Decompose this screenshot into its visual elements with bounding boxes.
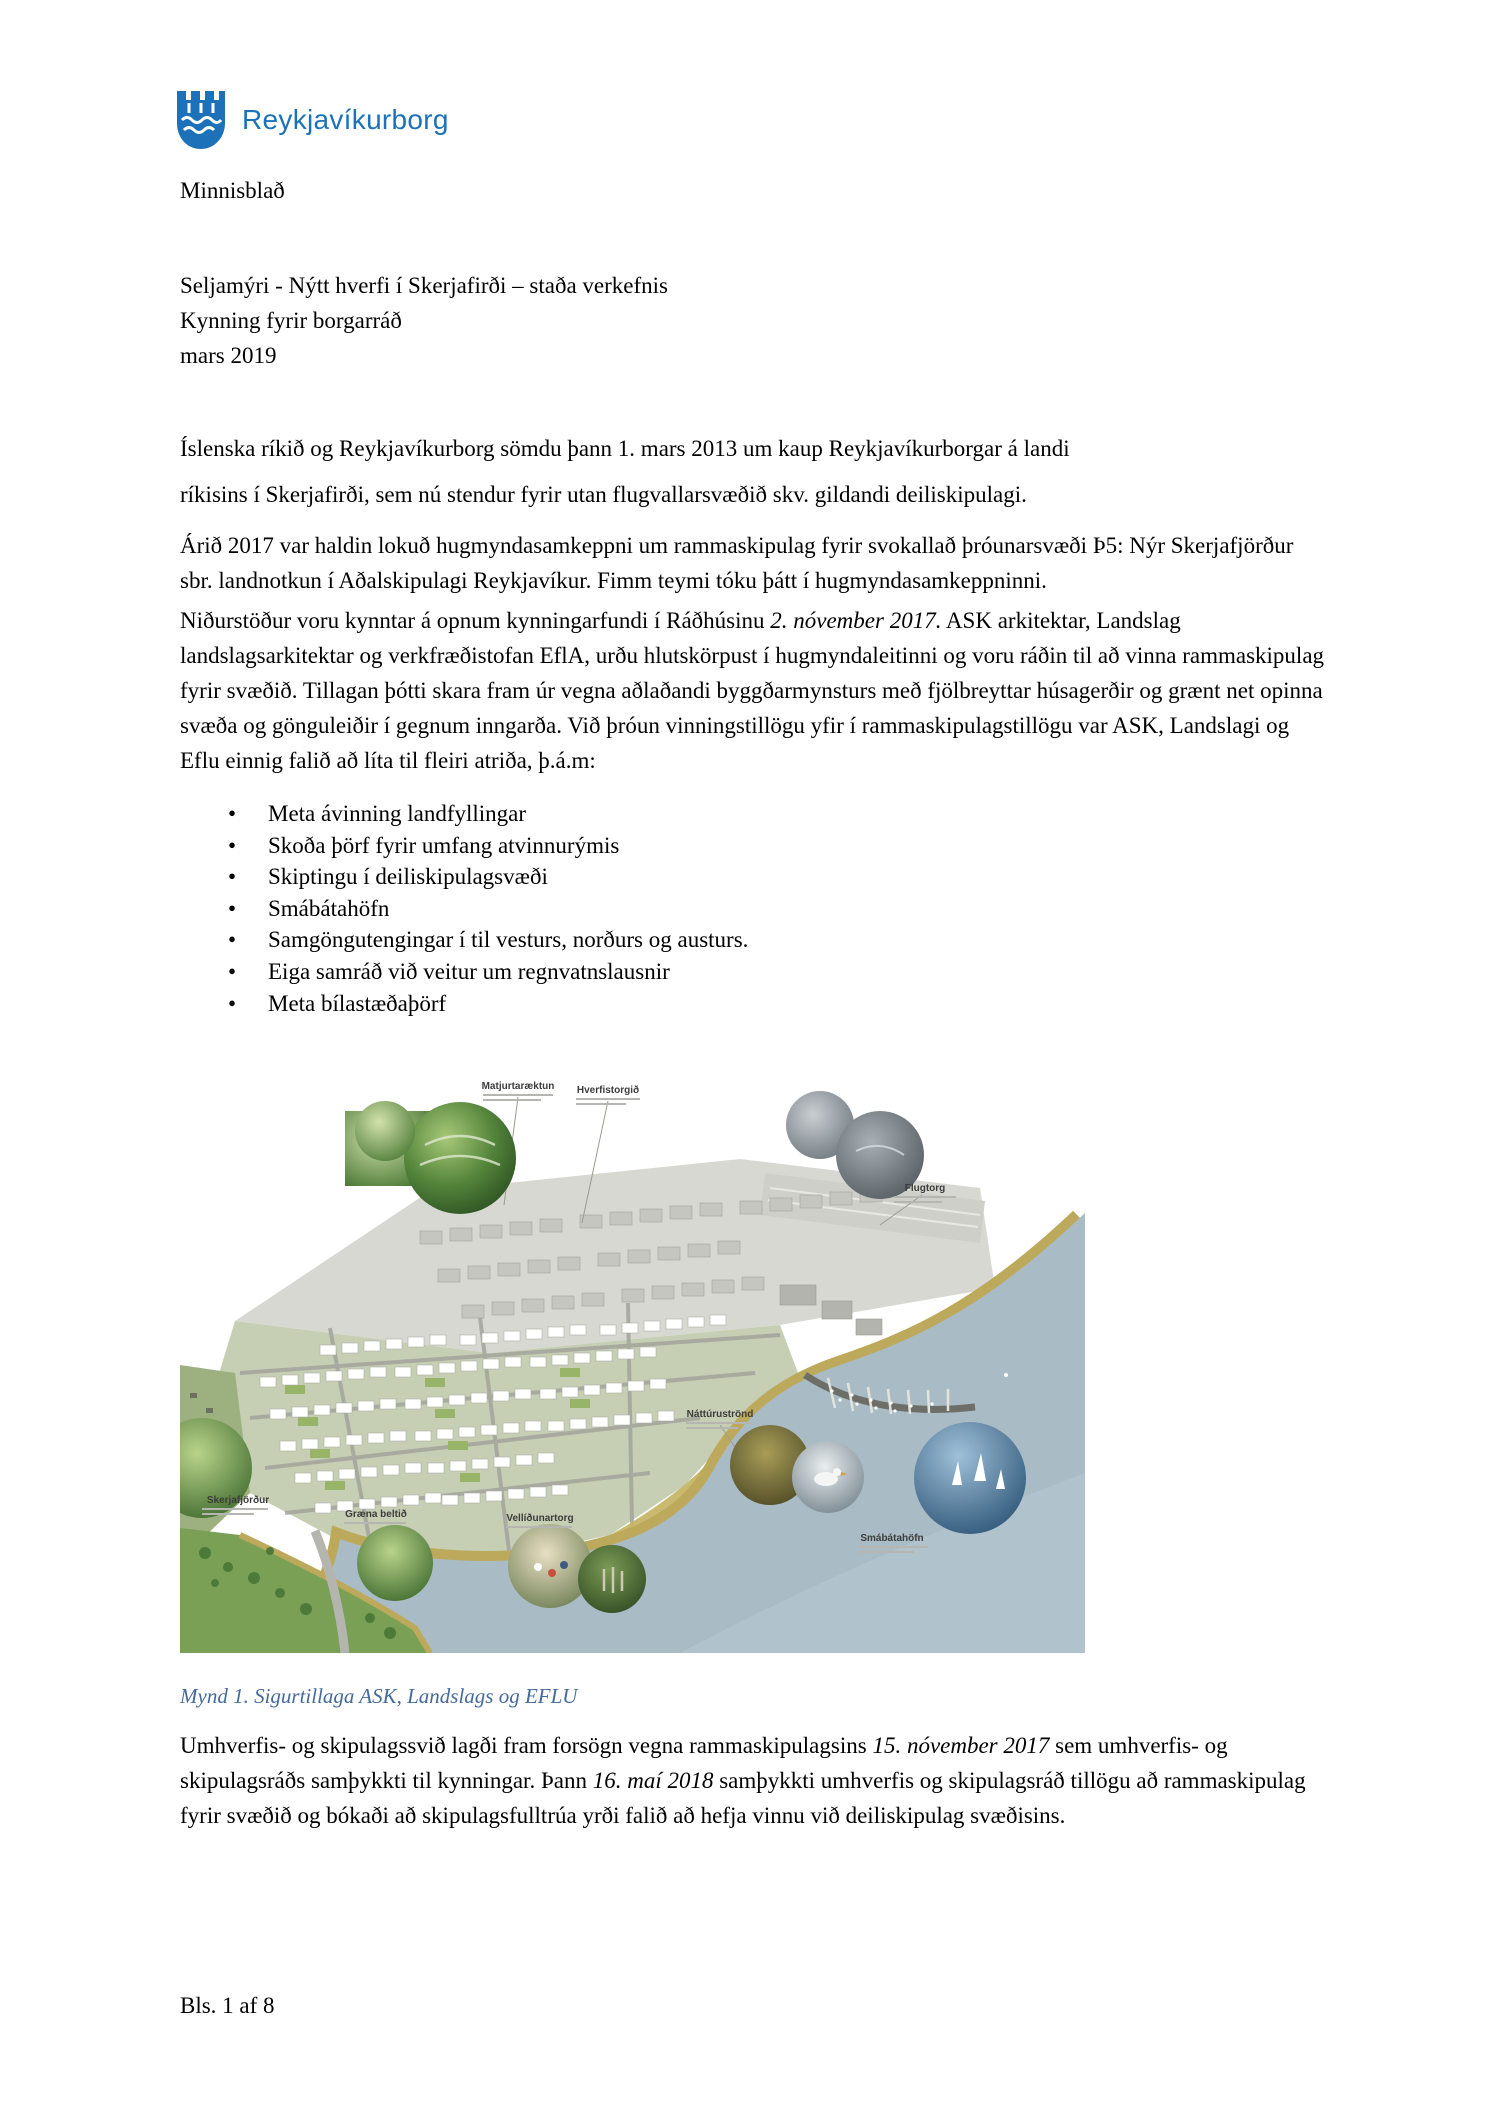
paragraph-4-date-1: 15. nóvember 2017 <box>872 1733 1050 1758</box>
figure-label-flugtorg: Flugtorg <box>904 1183 946 1194</box>
doc-title: Seljamýri - Nýtt hverfi í Skerjafirði – staða verkefnis <box>180 273 668 298</box>
paragraph-3-date: 2. nóvember 2017. <box>770 608 942 633</box>
garden-callout-photo <box>404 1102 516 1214</box>
sailboats-callout-photo <box>914 1422 1026 1534</box>
paragraph-4-text: Umhverfis- og skipulagssvið lagði fram forsögn vegna rammaskipulagsins <box>180 1733 873 1758</box>
figure-label-natturustrond: Náttúruströnd <box>686 1409 754 1420</box>
figure-label-vellidunartorg: Vellíðunartorg <box>506 1513 574 1524</box>
masterplan-aerial-illustration <box>180 1073 1085 1653</box>
garden-callout-photo-small <box>355 1101 415 1161</box>
figure-label-hverfistorgid: Hverfistorgið <box>576 1085 640 1096</box>
figure-label-skerjafjordur: Skerjafjörður <box>206 1495 270 1506</box>
paragraph-2: Árið 2017 var haldin lokuð hugmyndasamkeppni um rammaskipulag fyrir svokallað þróunarsvæði Þ5: Nýr Skerjafjörður sbr. landnotkun í Aðalskipulagi Reykjavíkur. Fimm teymi tóku þátt í hugmyndasamkeppninni. <box>180 533 1294 593</box>
logo <box>176 90 449 150</box>
paragraph-3-text-cont: ASK arkitektar, Landslag landslagsarkitektar og verkfræðistofan EflA, urðu hlutskörpust í hugmyndaleitinni og voru ráðin til að vinna rammaskipulag fyrir svæðið. Tillagan þótti skara fram úr vegna aðlaðandi byggðarmynsturs með fjölbreyttar húsagerðir og grænt net opinna svæða og gönguleiðir í gegnum inngarða. Við þróun vinningstillögu yfir í rammaskipulagstillögu var ASK, Landslagi og Eflu einnig falið að líta til fleiri atriða, þ.á.m: <box>180 608 1325 773</box>
paragraph-4-text-end: samþykkti umhverfis og skipulagsráð tillögu að rammaskipulag fyrir svæðið og bókaði að skipulagsfulltrúa yrði falið að hefja vinnu við deiliskipulag svæðisins. <box>180 1768 1306 1828</box>
intro-line-2: ríkisins í Skerjafirði, sem nú stendur fyrir utan flugvallarsvæðið skv. gildandi deiliskipulagi. <box>180 482 1027 507</box>
intro-line-1: Íslenska ríkið og Reykjavíkurborg sömdu þann 1. mars 2013 um kaup Reykjavíkurborgar á landi <box>180 436 1070 461</box>
title-block <box>180 268 668 373</box>
figure-label-matjurtaraektun: Matjurtaræktun <box>481 1081 555 1092</box>
paragraph-4-text-cont: sem umhverfis- og skipulagsráðs samþykkti til kynningar. Þann <box>180 1733 1228 1793</box>
figure-label-smabatahofn: Smábátahöfn <box>860 1533 924 1544</box>
list-item-text: • Meta ávinning landfyllingar <box>268 801 527 826</box>
list-item-text: • Skiptingu í deiliskipulagsvæði <box>268 864 548 890</box>
list-item-text: • Skoða þörf fyrir umfang atvinnurýmis <box>268 832 620 858</box>
paragraph-4-date-2: 16. maí 2018 <box>592 1768 714 1793</box>
page-number: Bls. 1 af 8 <box>180 1993 275 2018</box>
list-item <box>228 798 1228 830</box>
figure-label-graena-beltid: Græna beltið <box>345 1509 407 1520</box>
doc-type-label: Minnisblað <box>180 178 285 203</box>
list-item <box>228 893 1228 925</box>
people-callout-photo <box>508 1524 592 1608</box>
list-item <box>228 830 1228 862</box>
park-callout-photo <box>357 1525 433 1601</box>
paragraph-4 <box>180 1728 1326 1833</box>
list-item <box>228 956 1228 988</box>
list-item <box>228 924 1228 956</box>
paragraph-intro <box>180 426 1326 518</box>
list-item-text: • Smábátahöfn <box>268 895 390 921</box>
doc-subtitle: Kynning fyrir borgarráð <box>180 308 402 333</box>
list-item-text: • Samgöngutengingar í til vesturs, norðurs og austurs. <box>268 927 749 953</box>
figure-caption: Mynd 1. Sigurtillaga ASK, Landslags og EFLU <box>180 1684 578 1708</box>
figure-rendering <box>180 1073 1085 1653</box>
bullet-list <box>228 798 1228 1019</box>
reykjavik-coat-of-arms-icon <box>176 90 226 150</box>
list-item-text: • Meta bílastæðaþörf <box>268 990 447 1016</box>
list-item-text: • Eiga samráð við veitur um regnvatnslausnir <box>268 958 670 984</box>
paragraph-3-text: Niðurstöður voru kynntar á opnum kynningarfundi í Ráðhúsinu <box>180 608 771 633</box>
list-item <box>228 988 1228 1020</box>
paragraph-3 <box>180 603 1326 778</box>
logo-wordmark: Reykjavíkurborg <box>242 104 449 135</box>
doc-date: mars 2019 <box>180 343 277 368</box>
list-item <box>228 861 1228 893</box>
